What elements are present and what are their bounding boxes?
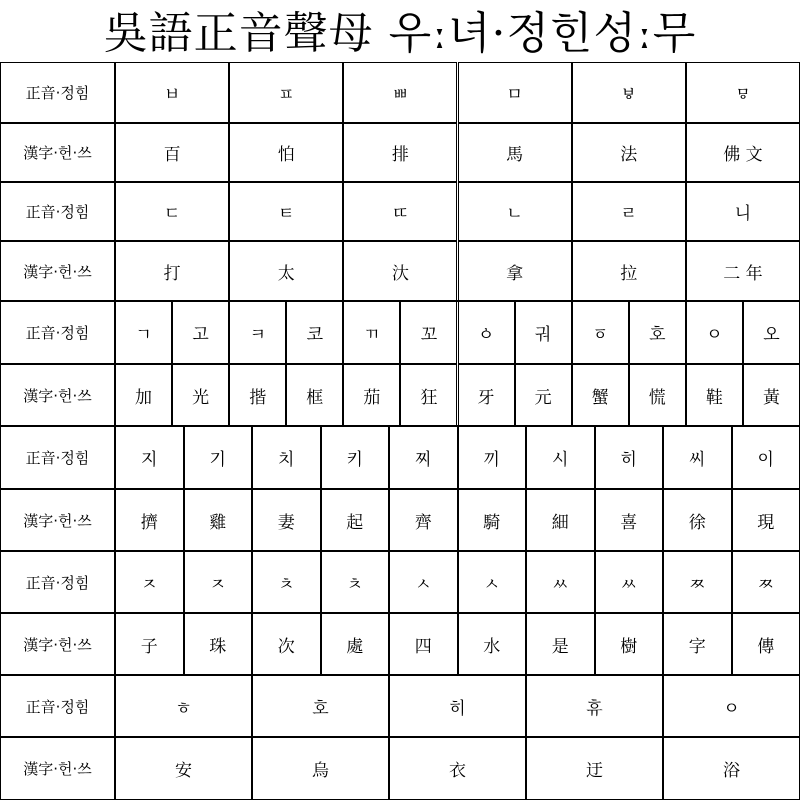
hanzi-cell: 元 xyxy=(515,364,572,426)
hanzi-cell: 迂 xyxy=(526,737,663,800)
hangul-cell: ㅉ xyxy=(663,551,732,613)
hanzi-cell: 狂 xyxy=(400,364,457,426)
hanzi-cell: 子 xyxy=(115,613,184,675)
hanzi-cell: 安 xyxy=(115,737,252,800)
row-label-zheng: 正音·정힘 xyxy=(0,301,115,364)
hangul-cell: ㅂ xyxy=(115,62,229,123)
hangul-cell: ㄹ xyxy=(572,182,686,241)
hangul-cell: ㅅ xyxy=(458,551,527,613)
hangul-cell: 꼬 xyxy=(400,301,457,364)
hanzi-cell: 四 xyxy=(389,613,458,675)
hanzi-cell: 光 xyxy=(172,364,229,426)
hanzi-cell: 是 xyxy=(526,613,595,675)
hangul-cell: 씨 xyxy=(663,426,732,489)
page-title: 吳語正音聲母 우ː녀·정힌성ː무 xyxy=(103,8,697,59)
hanzi-cell: 拿 xyxy=(458,241,572,301)
hangul-cell: 궈 xyxy=(515,301,572,364)
row-label-han: 漢字·헌·쓰 xyxy=(0,123,115,182)
hanzi-cell: 徐 xyxy=(663,489,732,551)
hangul-cell: 호 xyxy=(629,301,686,364)
hangul-cell: ㅇ xyxy=(686,301,743,364)
hanzi-cell: 百 xyxy=(115,123,229,182)
hanzi-cell: 擠 xyxy=(115,489,184,551)
hanzi-cell: 細 xyxy=(526,489,595,551)
row-label-han: 漢字·헌·쓰 xyxy=(0,489,115,551)
hanzi-cell: 次 xyxy=(252,613,321,675)
hangul-cell: ㄷ xyxy=(115,182,229,241)
hangul-cell: 휴 xyxy=(526,675,663,737)
hangul-cell: ㅆ xyxy=(595,551,664,613)
row-label-zheng: 正音·정힘 xyxy=(0,182,115,241)
hanzi-cell: 衣 xyxy=(389,737,526,800)
hangul-cell: ㆁ xyxy=(458,301,515,364)
hangul-cell: ㅅ xyxy=(389,551,458,613)
hangul-cell: ㄸ xyxy=(343,182,457,241)
row-label-han: 漢字·헌·쓰 xyxy=(0,613,115,675)
hangul-cell: ㅋ xyxy=(229,301,286,364)
initials-table xyxy=(0,62,800,800)
hangul-cell: 기 xyxy=(184,426,253,489)
hanzi-cell: 浴 xyxy=(663,737,800,800)
hangul-cell: ㅊ xyxy=(321,551,390,613)
hanzi-cell: 喜 xyxy=(595,489,664,551)
hanzi-cell: 慌 xyxy=(629,364,686,426)
hangul-cell: ㅉ xyxy=(732,551,800,613)
hangul-cell: 니 xyxy=(686,182,800,241)
hanzi-cell: 蟹 xyxy=(572,364,629,426)
hanzi-cell: 字 xyxy=(663,613,732,675)
hanzi-cell: 珠 xyxy=(184,613,253,675)
hangul-cell: 히 xyxy=(389,675,526,737)
hangul-cell: ㆆ xyxy=(572,301,629,364)
hanzi-cell: 黃 xyxy=(743,364,800,426)
hanzi-cell: 樹 xyxy=(595,613,664,675)
hanzi-cell: 牙 xyxy=(458,364,515,426)
row-label-zheng: 正音·정힘 xyxy=(0,62,115,123)
hanzi-cell: 起 xyxy=(321,489,390,551)
hangul-cell: 오 xyxy=(743,301,800,364)
hanzi-cell: 二 年 xyxy=(686,241,800,301)
row-label-han: 漢字·헌·쓰 xyxy=(0,241,115,301)
row-label-zheng: 正音·정힘 xyxy=(0,675,115,737)
hanzi-cell: 拉 xyxy=(572,241,686,301)
hanzi-cell: 烏 xyxy=(252,737,389,800)
hangul-cell: ㅈ xyxy=(184,551,253,613)
hangul-cell: ㅌ xyxy=(229,182,343,241)
hangul-cell: 치 xyxy=(252,426,321,489)
hanzi-cell: 騎 xyxy=(458,489,527,551)
hanzi-cell: 鞋 xyxy=(686,364,743,426)
hangul-cell: 찌 xyxy=(389,426,458,489)
hangul-cell: ㅈ xyxy=(115,551,184,613)
hangul-cell: 코 xyxy=(286,301,343,364)
hangul-cell: ㅸ xyxy=(572,62,686,123)
hangul-cell: ㄴ xyxy=(458,182,572,241)
hangul-cell: ㅇ xyxy=(663,675,800,737)
hangul-cell: 끼 xyxy=(458,426,527,489)
hangul-cell: ㄲ xyxy=(343,301,400,364)
hanzi-cell: 處 xyxy=(321,613,390,675)
hangul-cell: 키 xyxy=(321,426,390,489)
row-label-zheng: 正音·정힘 xyxy=(0,551,115,613)
hangul-cell: ㅍ xyxy=(229,62,343,123)
hanzi-cell: 齊 xyxy=(389,489,458,551)
row-label-han: 漢字·헌·쓰 xyxy=(0,364,115,426)
row-label-han: 漢字·헌·쓰 xyxy=(0,737,115,800)
hangul-cell: ㄱ xyxy=(115,301,172,364)
hangul-cell: ㅁ xyxy=(458,62,572,123)
hangul-cell: 고 xyxy=(172,301,229,364)
hangul-cell: 히 xyxy=(595,426,664,489)
hangul-cell: 이 xyxy=(732,426,800,489)
hangul-cell: 호 xyxy=(252,675,389,737)
hanzi-cell: 妻 xyxy=(252,489,321,551)
hanzi-cell: 茄 xyxy=(343,364,400,426)
hangul-cell: ㅎ xyxy=(115,675,252,737)
hanzi-cell: 太 xyxy=(229,241,343,301)
hanzi-cell: 雞 xyxy=(184,489,253,551)
hanzi-cell: 佛 文 xyxy=(686,123,800,182)
hangul-cell: ㅊ xyxy=(252,551,321,613)
hanzi-cell: 打 xyxy=(115,241,229,301)
hanzi-cell: 怕 xyxy=(229,123,343,182)
row-label-zheng: 正音·정힘 xyxy=(0,426,115,489)
hanzi-cell: 揩 xyxy=(229,364,286,426)
hangul-cell: ㅃ xyxy=(343,62,457,123)
hangul-cell: 시 xyxy=(526,426,595,489)
hanzi-cell: 法 xyxy=(572,123,686,182)
hangul-cell: ㅆ xyxy=(526,551,595,613)
hanzi-cell: 汏 xyxy=(343,241,457,301)
hangul-cell: ㅱ xyxy=(686,62,800,123)
hanzi-cell: 馬 xyxy=(458,123,572,182)
hanzi-cell: 傳 xyxy=(732,613,800,675)
hanzi-cell: 框 xyxy=(286,364,343,426)
hanzi-cell: 現 xyxy=(732,489,800,551)
hanzi-cell: 加 xyxy=(115,364,172,426)
hangul-cell: 지 xyxy=(115,426,184,489)
label-column-divider xyxy=(114,62,116,800)
hanzi-cell: 排 xyxy=(343,123,457,182)
hanzi-cell: 水 xyxy=(458,613,527,675)
